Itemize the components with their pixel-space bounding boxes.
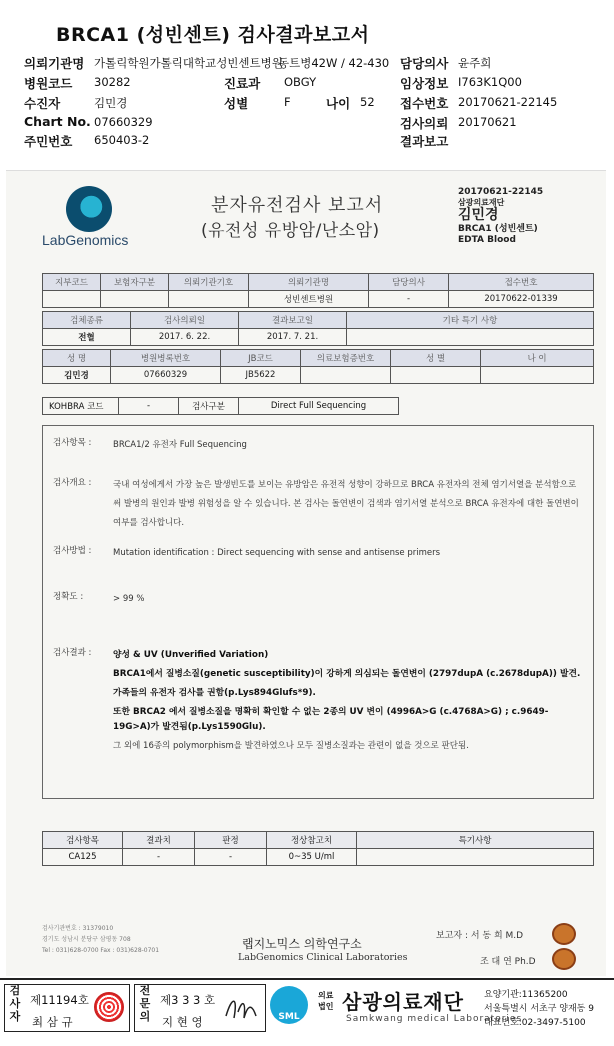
table-cell	[391, 367, 481, 384]
table-header: 특기사항	[357, 832, 594, 849]
table-cell: 20170622-01339	[449, 291, 594, 308]
rrn-label: 주민번호	[24, 134, 73, 149]
sex-label: 성별	[224, 96, 249, 111]
clinical-info-label: 임상정보	[400, 76, 449, 91]
dept-value: OBGY	[284, 75, 317, 89]
table-header: 판정	[195, 832, 267, 849]
table-header: 보험자구분	[101, 274, 169, 291]
specimen-id-block	[458, 187, 543, 246]
corp-type: 의료법인	[318, 991, 334, 1011]
sml-logo-text: SML	[278, 1012, 300, 1022]
table-patient	[42, 349, 594, 384]
labgenomics-logo-text: LabGenomics	[42, 232, 129, 248]
lab-name-en: LabGenomics Clinical Laboratories	[238, 952, 408, 963]
specialist-no: 제3 3 3 호	[160, 993, 216, 1007]
hospital-code-label: 병원코드	[24, 76, 73, 91]
lab-name-ko: 랩지노믹스 의학연구소	[242, 937, 362, 951]
table-row	[43, 329, 594, 346]
patient-info-grid	[24, 54, 604, 150]
table-header: 기타 특기 사항	[347, 312, 594, 329]
dept-label: 진료과	[224, 76, 261, 91]
kohbra-label: KOHBRA 코드	[43, 398, 119, 415]
table-cell: -	[123, 849, 195, 866]
accuracy-value: > 99 %	[113, 594, 145, 604]
result-line: 가족들의 유전자 검사를 권함(p.Lys894Glufs*9).	[113, 688, 316, 698]
doctor-label: 담당의사	[400, 56, 449, 71]
report-header-title: BRCA1 (성빈센트) 검사결과보고서	[56, 24, 370, 46]
table-header: 의뢰기관명	[249, 274, 369, 291]
doctor-value: 윤주희	[458, 56, 492, 70]
item-label: 검사항목 :	[53, 438, 92, 448]
item-value: BRCA1/2 유전자 Full Sequencing	[113, 440, 247, 450]
table-cell	[357, 849, 594, 866]
result-label: 검사결과 :	[53, 648, 92, 658]
report-subtitle: (유전성 유방암/난소암)	[201, 221, 380, 241]
table-header: 의료보험증번호	[301, 350, 391, 367]
table-cell: 2017. 7. 21.	[239, 329, 347, 346]
table-row	[43, 849, 594, 866]
clinical-info-value: I763K1Q00	[458, 75, 522, 89]
table-row	[43, 312, 594, 329]
table-header: 접수번호	[449, 274, 594, 291]
reporter: 보고자 : 서 동 희 M.D	[436, 931, 524, 941]
patient-value: 김민경	[94, 96, 128, 110]
corp-phone: 대표번호:02-3497-5100	[484, 1018, 586, 1028]
table-header: 결과보고일	[239, 312, 347, 329]
table-cell	[347, 329, 594, 346]
side-patient-name: 김민경	[458, 207, 499, 224]
report-title: 분자유전검사 보고서	[211, 195, 384, 216]
table-specimen	[42, 311, 594, 346]
inspector-no: 제11194호	[30, 993, 89, 1007]
table-row	[43, 274, 594, 291]
director-seal-icon	[552, 948, 576, 970]
chart-no-label: Chart No.	[24, 114, 91, 129]
table-row	[43, 350, 594, 367]
table-cell: 07660329	[111, 367, 221, 384]
table-header: 의뢰기관기호	[169, 274, 249, 291]
age-label: 나이	[326, 96, 351, 111]
inspector-vertical-label: 검사자	[9, 984, 21, 1023]
corp-name: 삼광의료재단	[342, 990, 464, 1014]
report-body	[42, 425, 594, 799]
table-row	[43, 398, 399, 415]
table-cell	[169, 291, 249, 308]
table-cell: 2017. 6. 22.	[131, 329, 239, 346]
director: 조 대 연 Ph.D	[480, 957, 536, 967]
labgenomics-logo-icon	[66, 186, 112, 232]
lab-code: 검사기관번호 : 31379010	[42, 925, 114, 932]
table-cell: -	[369, 291, 449, 308]
lab-address: 경기도 성남시 분당구 삼평동 708	[42, 936, 131, 943]
result-head: 양성 & UV (Unverified Variation)	[113, 650, 269, 660]
table-cell: 김민경	[43, 367, 111, 384]
side-specimen: EDTA Blood	[458, 234, 516, 245]
table-cell: 성빈센트병원	[249, 291, 369, 308]
table-header: 담당의사	[369, 274, 449, 291]
table-row	[43, 291, 594, 308]
table-header: 검사의뢰일	[131, 312, 239, 329]
table-institution	[42, 273, 594, 308]
table-header: 성 별	[391, 350, 481, 367]
table-header: 검체종류	[43, 312, 131, 329]
lab-phone: Tel : 031)628-0700 Fax : 031)628-0701	[42, 947, 160, 954]
requester-inst-label: 의뢰기관명	[24, 56, 85, 71]
table-cell	[43, 291, 101, 308]
ward-value: 동트병42W / 42-430	[278, 56, 390, 70]
table-header: 검사항목	[43, 832, 123, 849]
receipt-no-value: 20170621-22145	[458, 95, 558, 109]
method-label: 검사구분	[179, 398, 239, 415]
rrn-value: 650403-2	[94, 133, 150, 147]
table-header: 병원병록번호	[111, 350, 221, 367]
result-line: 그 외에 16종의 polymorphism을 발견하였으나 모두 질병소질과는 관련이 없을 것으로 판단됨.	[113, 741, 469, 751]
request-date-label: 검사의뢰	[400, 116, 449, 131]
table-cell	[481, 367, 594, 384]
accuracy-label: 정확도 :	[53, 592, 84, 602]
side-receipt: 20170621-22145	[458, 187, 544, 197]
sex-value: F	[284, 95, 291, 109]
bottom-stamp-bar	[0, 978, 614, 1046]
patient-label: 수진자	[24, 96, 61, 111]
table-header: JB코드	[221, 350, 301, 367]
specialist-name: 지 현 영	[162, 1015, 203, 1029]
age-value: 52	[360, 95, 375, 109]
method-value: Direct Full Sequencing	[239, 398, 399, 415]
table-additional	[42, 831, 594, 866]
specialist-signature-icon	[222, 990, 262, 1026]
table-cell: 0~35 U/ml	[267, 849, 357, 866]
requester-inst-value: 가톨릭학원가톨릭대학교성빈센트병원	[94, 56, 283, 70]
table-header: 지부코드	[43, 274, 101, 291]
side-test: BRCA1 (성빈센트)	[458, 224, 538, 235]
result-line: 또한 BRCA2 에서 질병소질을 명확히 확인할 수 없는 2종의 UV 변이 (4996A>G (c.4768A>G) ; c.9649-19G>A)가 발견됨(p.Lys1590Glu).	[113, 707, 549, 732]
scanned-report	[6, 170, 606, 976]
table-cell: -	[195, 849, 267, 866]
result-line: BRCA1에서 질병소질(genetic susceptibility)이 강하게 의심되는 돌연변이 (2797dupA (c.2678dupA)) 발견.	[113, 669, 581, 679]
table-cell: CA125	[43, 849, 123, 866]
sml-logo-icon	[270, 986, 308, 1024]
table-cell	[101, 291, 169, 308]
hospital-code-value: 30282	[94, 75, 131, 89]
table-cell	[301, 367, 391, 384]
kohbra-value: -	[119, 398, 179, 415]
corp-address: 서울특별시 서초구 양재동 9	[484, 1004, 594, 1014]
request-date-value: 20170621	[458, 115, 517, 129]
corp-info	[484, 988, 594, 1030]
lab-address-block	[42, 923, 159, 956]
labgenomics-logo	[42, 186, 162, 250]
method-row-label: 검사방법 :	[53, 546, 92, 556]
specialist-vertical-label: 전문의	[139, 984, 151, 1023]
table-row	[43, 367, 594, 384]
overview-value: 국내 여성에게서 가장 높은 발생빈도를 보이는 유방암은 유전적 성향이 강하므로 BRCA 유전자의 전체 염기서열을 분석함으로써 발병의 원인과 발병 위험성을 알 수 있습니다. 본 검사는 돌연변이 검색과 염기서열 분석으로 BRCA 유전자에 대한 돌연변이 여부를 검사합니다.	[113, 480, 579, 528]
corp-name-en: Samkwang medical Laboratories	[346, 1014, 523, 1024]
overview-label: 검사개요 :	[53, 478, 92, 488]
inspector-seal-icon	[94, 992, 124, 1022]
method-row-value: Mutation identification : Direct sequencing with sense and antisense primers	[113, 548, 441, 558]
inspector-name: 최 삼 규	[32, 1015, 73, 1029]
table-header: 결과치	[123, 832, 195, 849]
table-header: 정상참고치	[267, 832, 357, 849]
table-cell: JB5622	[221, 367, 301, 384]
chart-no-value: 07660329	[94, 115, 153, 129]
table-row	[43, 832, 594, 849]
kohbra-table	[42, 397, 399, 415]
side-foundation: 삼광의료재단	[458, 197, 505, 207]
care-no: 요양기관:11365200	[484, 990, 568, 1000]
table-header: 성 명	[43, 350, 111, 367]
reporter-seal-icon	[552, 923, 576, 945]
table-cell: 전혈	[43, 329, 131, 346]
result-report-label: 결과보고	[400, 134, 449, 149]
table-header: 나 이	[481, 350, 594, 367]
result-value	[113, 646, 583, 756]
receipt-no-label: 접수번호	[400, 96, 449, 111]
